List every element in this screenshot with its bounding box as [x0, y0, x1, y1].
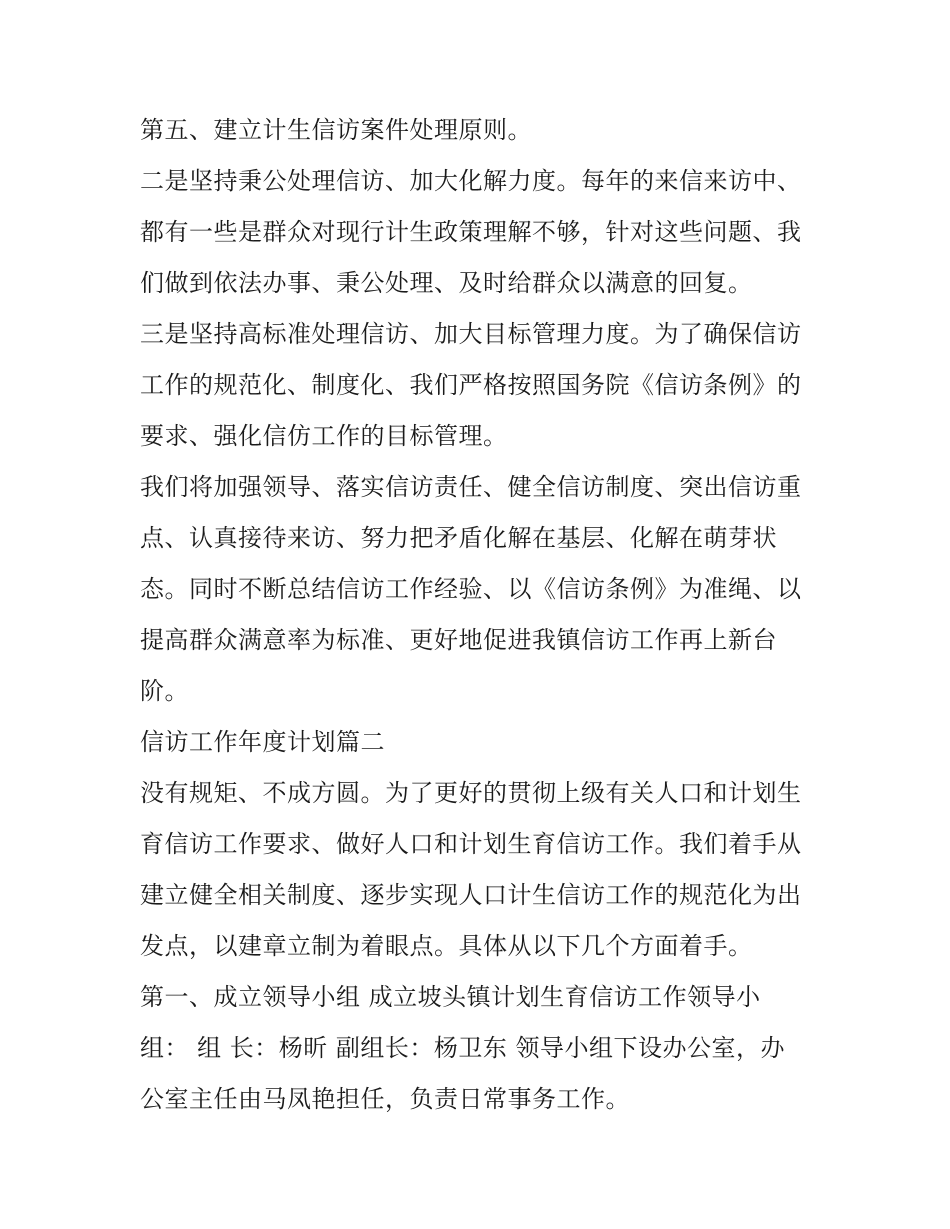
text-line: 态。同时不断总结信访工作经验、以《信访条例》为准绳、以	[140, 575, 802, 603]
text-line: 二是坚持秉公处理信访、加大化解力度。每年的来信来访中、	[140, 167, 802, 195]
text-line: 都有一些是群众对现行计生政策理解不够，针对这些问题、我	[140, 218, 802, 246]
text-line: 阶。	[140, 677, 189, 705]
text-line: 们做到依法办事、秉公处理、及时给群众以满意的回复。	[140, 269, 753, 297]
text-line: 提高群众满意率为标准、更好地促进我镇信访工作再上新台	[140, 626, 777, 654]
text-line: 建立健全相关制度、逐步实现人口计生信访工作的规范化为出	[140, 881, 802, 909]
text-line: 第五、建立计生信访案件处理原则。	[140, 116, 532, 144]
text-line: 组： 组 长：杨昕 副组长：杨卫东 领导小组下设办公室，办	[140, 1034, 786, 1062]
text-line: 点、认真接待来访、努力把矛盾化解在基层、化解在萌芽状	[140, 524, 777, 552]
text-line: 第一、成立领导小组 成立坡头镇计划生育信访工作领导小	[140, 983, 761, 1011]
section-heading: 信访工作年度计划篇二	[140, 728, 385, 756]
document-body	[140, 105, 820, 1125]
text-line: 没有规矩、不成方圆。为了更好的贯彻上级有关人口和计划生	[140, 779, 802, 807]
text-line: 发点，以建章立制为着眼点。具体从以下几个方面着手。	[140, 932, 753, 960]
text-line: 要求、强化信仿工作的目标管理。	[140, 422, 508, 450]
text-line: 育信访工作要求、做好人口和计划生育信访工作。我们着手从	[140, 830, 802, 858]
text-line: 工作的规范化、制度化、我们严格按照国务院《信访条例》的	[140, 371, 802, 399]
text-line: 公室主任由马凤艳担任，负责日常事务工作。	[140, 1085, 630, 1113]
text-line: 我们将加强领导、落实信访责任、健全信访制度、突出信访重	[140, 473, 802, 501]
text-line: 三是坚持高标准处理信访、加大目标管理力度。为了确保信访	[140, 320, 802, 348]
